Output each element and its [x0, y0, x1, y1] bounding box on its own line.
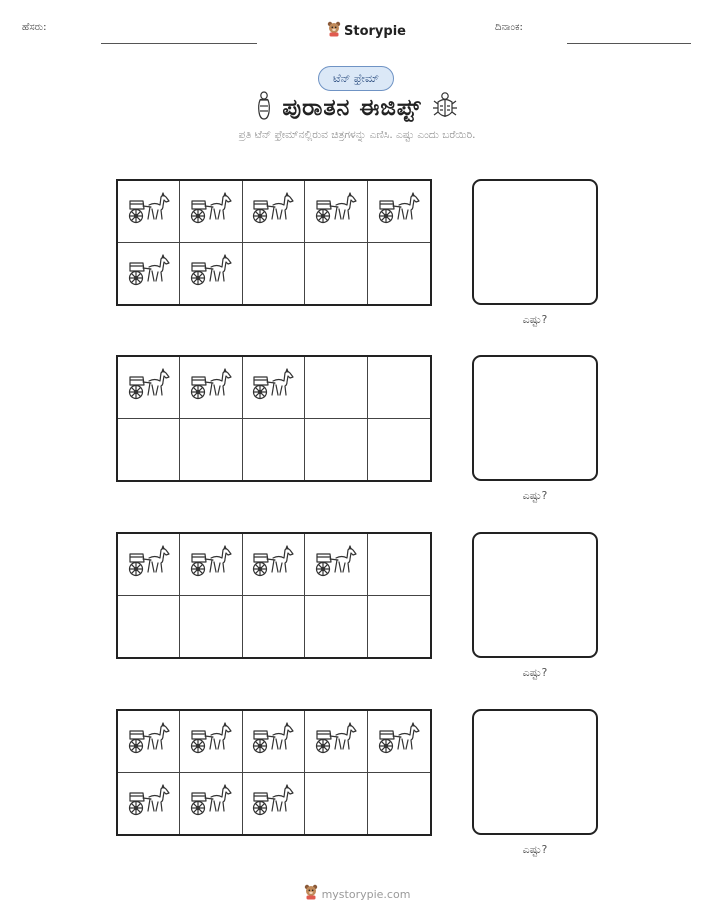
ten-frame-cell: [368, 534, 430, 596]
ten-frame-cell: [118, 773, 180, 835]
ten-frame-cell: [243, 711, 305, 773]
how-many-label-1: ಎಷ್ಟು?: [522, 313, 548, 326]
ten-frame-cell: [305, 357, 367, 419]
ten-frame-cell: [118, 419, 180, 481]
ten-frame-cell: [180, 596, 242, 658]
date-label: ದಿನಾಂಕ:: [495, 22, 523, 33]
chariot-icon: [251, 368, 295, 406]
ten-frame-cell: [305, 773, 367, 835]
answer-box-1[interactable]: [472, 179, 598, 305]
ten-frame-cell: [180, 773, 242, 835]
title-row: [0, 90, 714, 126]
ten-frame-cell: [118, 181, 180, 243]
chariot-icon: [377, 192, 421, 230]
ten-frame-cell: [305, 419, 367, 481]
ten-frame-cell: [180, 711, 242, 773]
ten-frame-cell: [243, 419, 305, 481]
ten-frame-cell: [368, 596, 430, 658]
ten-frame-cell: [118, 711, 180, 773]
ten-frame-cell: [118, 357, 180, 419]
ten-frame-cell: [243, 357, 305, 419]
ten-frame-cell: [180, 419, 242, 481]
bear-logo-icon: [304, 884, 318, 904]
ten-frame-cell: [305, 181, 367, 243]
ten-frame-cell: [118, 596, 180, 658]
chariot-icon: [127, 722, 171, 760]
ten-frame-cell: [305, 534, 367, 596]
answer-box-3[interactable]: [472, 532, 598, 658]
chariot-icon: [251, 722, 295, 760]
ten-frame-cell: [368, 419, 430, 481]
chariot-icon: [314, 192, 358, 230]
ten-frame-cell: [118, 534, 180, 596]
ten-frame-cell: [368, 181, 430, 243]
ten-frame-cell: [243, 243, 305, 305]
ten-frame-2: [116, 355, 432, 482]
ten-frame-cell: [368, 357, 430, 419]
ten-frame-cell: [118, 243, 180, 305]
chariot-icon: [189, 368, 233, 406]
ten-frame-cell: [180, 357, 242, 419]
chariot-icon: [251, 192, 295, 230]
ten-frame-cell: [180, 243, 242, 305]
ten-frame-cell: [305, 596, 367, 658]
ten-frame-cell: [368, 773, 430, 835]
chariot-icon: [314, 545, 358, 583]
ten-frame-cell: [243, 596, 305, 658]
chariot-icon: [127, 254, 171, 292]
chariot-icon: [251, 784, 295, 822]
ten-frame-1: [116, 179, 432, 306]
chariot-icon: [189, 254, 233, 292]
name-line: [101, 43, 257, 44]
ten-frame-cell: [368, 711, 430, 773]
answer-box-2[interactable]: [472, 355, 598, 481]
bear-logo-icon: [327, 21, 341, 41]
chariot-icon: [189, 192, 233, 230]
ten-frame-4: [116, 709, 432, 836]
how-many-label-3: ಎಷ್ಟು?: [522, 666, 548, 679]
footer-url: mystorypie.com: [321, 887, 411, 901]
ten-frame-cell: [180, 534, 242, 596]
page-title: ಪುರಾತನ ಈಜಿಪ್ಟ್: [282, 95, 422, 121]
chariot-icon: [189, 545, 233, 583]
page-footer: [0, 884, 714, 904]
instructions: ಪ್ರತಿ ಟೆನ್ ಫ್ರೇಮ್‌ನಲ್ಲಿರುವ ಚಿತ್ರಗಳನ್ನು ಎಣಿಸಿ. ಎಷ್ಟು ಎಂದು ಬರೆಯಿರಿ.: [238, 129, 476, 141]
answer-box-4[interactable]: [472, 709, 598, 835]
chariot-icon: [127, 192, 171, 230]
canopic-jar-icon: [256, 91, 272, 125]
chariot-icon: [127, 784, 171, 822]
chariot-icon: [377, 722, 421, 760]
worksheet-tag: ಟೆನ್ ಫ್ರೇಮ್: [318, 66, 394, 91]
ten-frame-cell: [368, 243, 430, 305]
ten-frame-3: [116, 532, 432, 659]
page-header: [0, 10, 714, 40]
ten-frame-cell: [243, 534, 305, 596]
ten-frame-cell: [243, 181, 305, 243]
how-many-label-4: ಎಷ್ಟು?: [522, 843, 548, 856]
chariot-icon: [189, 784, 233, 822]
how-many-label-2: ಎಷ್ಟು?: [522, 489, 548, 502]
brand-logo: [327, 20, 406, 42]
ten-frame-cell: [305, 711, 367, 773]
chariot-icon: [251, 545, 295, 583]
scarab-icon: [432, 91, 458, 125]
date-line: [567, 43, 691, 44]
ten-frame-cell: [243, 773, 305, 835]
ten-frame-cell: [305, 243, 367, 305]
chariot-icon: [127, 368, 171, 406]
chariot-icon: [189, 722, 233, 760]
name-label: ಹೆಸರು:: [22, 22, 47, 33]
chariot-icon: [314, 722, 358, 760]
chariot-icon: [127, 545, 171, 583]
brand-name: Storypie: [344, 23, 406, 39]
ten-frame-cell: [180, 181, 242, 243]
